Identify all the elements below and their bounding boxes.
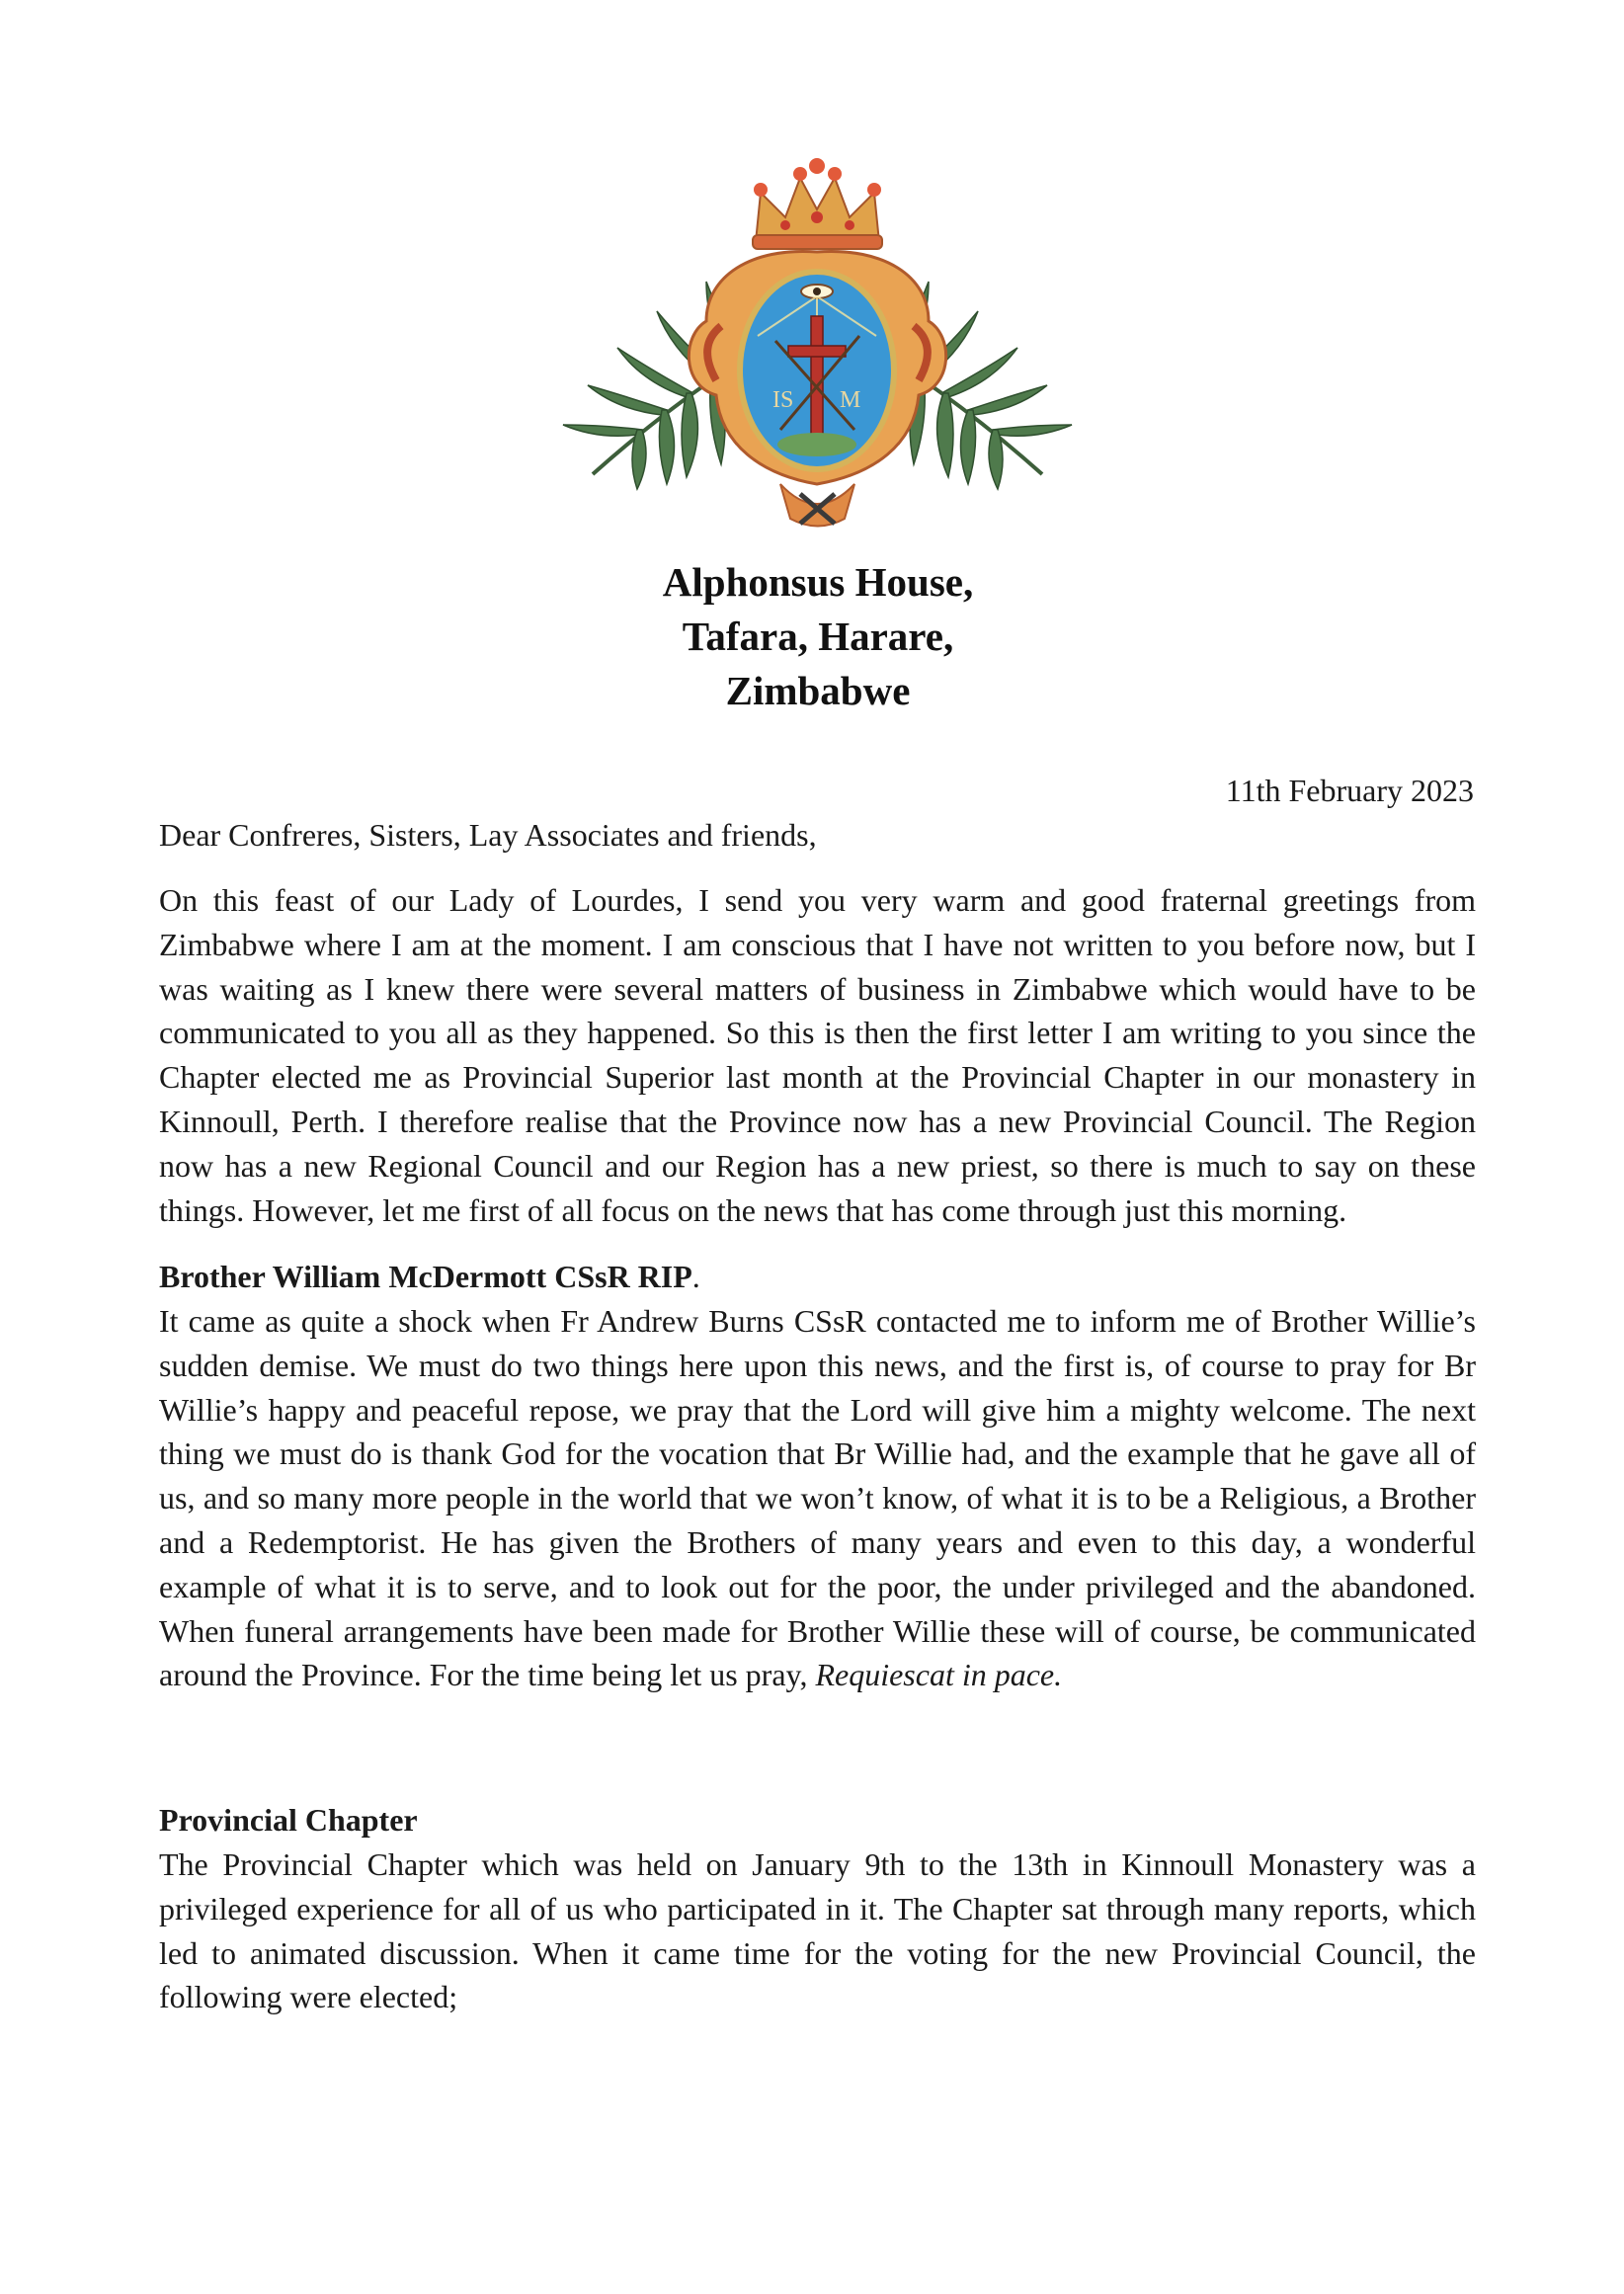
section-heading-obituary	[159, 1255, 700, 1299]
obituary-heading-suffix: .	[691, 1259, 700, 1294]
obituary-paragraph	[159, 1299, 1476, 1697]
address-line-3: Zimbabwe	[725, 668, 911, 713]
redemptorist-crest-logo	[533, 148, 1101, 543]
address-line-1: Alphonsus House,	[662, 559, 974, 605]
salutation: Dear Confreres, Sisters, Lay Associates and friends,	[159, 817, 817, 853]
latin-prayer: Requiescat in pace.	[815, 1657, 1063, 1693]
emblem-letters-right: M	[840, 387, 861, 413]
sender-address	[0, 555, 1624, 718]
obituary-heading-text: Brother William McDermott CSsR RIP	[159, 1259, 692, 1294]
crown-icon	[753, 158, 882, 249]
intro-paragraph: On this feast of our Lady of Lourdes, I send you very warm and good fraternal greetings from Zimbabwe where I am at the moment. I am conscious that I have not written to you before now, but I was waiting as I knew there were several matters of business in Zimbabwe which would have to be communicated to you all as they happened. So this is then the first letter I am writing to you since the Chapter elected me as Provincial Superior last month at the Provincial Chapter in our monastery in Kinnoull, Perth. I therefore realise that the Province now has a new Provincial Council. The Region now has a new Regional Council and our Region has a new priest, so there is much to say on these things. However, let me first of all focus on the news that has come through just this morning.	[159, 882, 1476, 1228]
section-heading-chapter: Provincial Chapter	[159, 1802, 418, 1838]
address-line-2: Tafara, Harare,	[682, 614, 954, 659]
obituary-body-text: It came as quite a shock when Fr Andrew Burns CSsR contacted me to inform me of Brother Willie’s sudden demise. We must do two things here upon this news, and the first is, of course to pray for Br Willie’s happy and peaceful repose, we pray that the Lord will give him a mighty welcome. The next thing we must do is thank God for the vocation that Br Willie had, and the example that he gave all of us, and so many more people in the world that we won’t know, of what it is to be a Religious, a Brother and a Redemptorist. He has given the Brothers of many years and even to this day, a wonderful example of what it is to serve, and to look out for the poor, the under privileged and the abandoned. When funeral arrangements have been made for Brother Willie these will of course, be communicated around the Province. For the time being let us pray,	[159, 1303, 1476, 1693]
chapter-paragraph: The Provincial Chapter which was held on January 9th to the 13th in Kinnoull Monastery was a privileged experience for all of us who participated in it. The Chapter sat through many reports, which led to animated discussion. When it came time for the voting for the new Provincial Council, the following were elected;	[159, 1846, 1476, 2015]
letter-date: 11th February 2023	[1225, 773, 1474, 808]
emblem-letters-left: IS	[772, 387, 794, 413]
